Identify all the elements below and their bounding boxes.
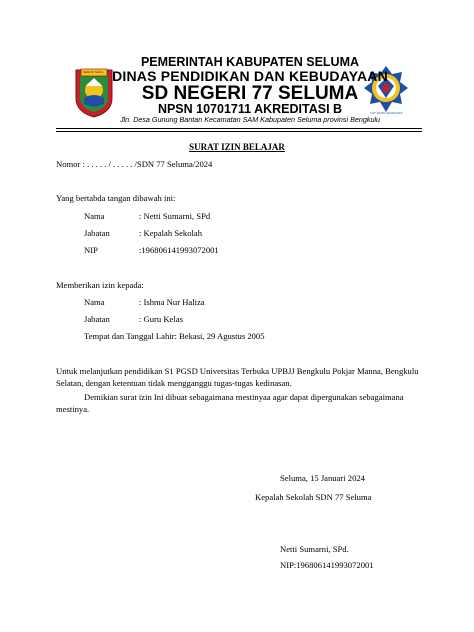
regency-name: PEMERINTAH KABUPATEN SELUMA [140,55,360,69]
department-name: DINAS PENDIDIKAN DAN KEBUDAYAAN [112,68,388,84]
recipient-birth: Tempat dan Tanggal Lahir: Bekasi, 29 Agustus 2005 [84,331,265,341]
npsn-accreditation: NPSN 10701711 AKREDITASI B [157,102,343,116]
body-paragraph-1-line-1: Untuk melanjutkan pendidikan S1 PGSD Universitas Terbuka UPBJJ Bengkulu Pokjar Manna, Bengkulu [56,366,419,376]
header-divider-thin [56,131,422,132]
body-paragraph-2-line-2: mestinya. [56,404,90,414]
left-logo-label: SERASI SEIJA [83,70,104,74]
permit-intro: Memberikan izin kepada: [56,280,144,290]
right-logo-label: TUT WURI HANDAYANI [370,111,403,115]
letter-title: SURAT IZIN BELAJAR [189,142,285,152]
signer-name: Netti Sumarni, SPd. [280,544,349,554]
signer-position-label: Jabatan [84,228,110,238]
signer-nip: NIP:196806141993072001 [280,560,374,570]
letter-number: Nomor : . . . . . / . . . . . /SDN 77 Seluma/2024 [56,159,213,169]
place-date: Seluma, 15 Januari 2024 [280,473,365,483]
signer-position-value: : Kepalah Sekolah [139,228,203,238]
body-paragraph-1-line-2: Selatan, dengan ketentuan tidak mengganggu tugas-tugas kedinasan. [56,378,292,388]
signer-name-value: : Netti Sumarni, SPd [139,211,211,221]
header-divider-thick [56,128,422,129]
recipient-name-label: Nama [84,297,105,307]
intro-text: Yang bertabda tangan dibawah ini: [56,193,176,203]
signer-title: Kepalah Sekolah SDN 77 Seluma [255,492,372,502]
signer-name-label: Nama [84,211,105,221]
signer-nip-value: :196806141993072001 [139,245,219,255]
school-name: SD NEGERI 77 SELUMA [141,83,359,104]
body-paragraph-2-line-1: Demikian surat izin Ini dibuat sebagaimana mestinyaa agar dapat dipergunakan sebagaimana [84,392,404,402]
recipient-position-label: Jabatan [84,314,110,324]
school-address: Jln. Desa Gunung Bantan Kecamatan SAM Kabupaten Seluma provinsi Bengkulu [119,115,381,124]
recipient-position-value: : Guru Kelas [139,314,183,324]
signer-nip-label: NIP [84,245,98,255]
recipient-name-value: : Ishma Nur Haliza [139,297,205,307]
